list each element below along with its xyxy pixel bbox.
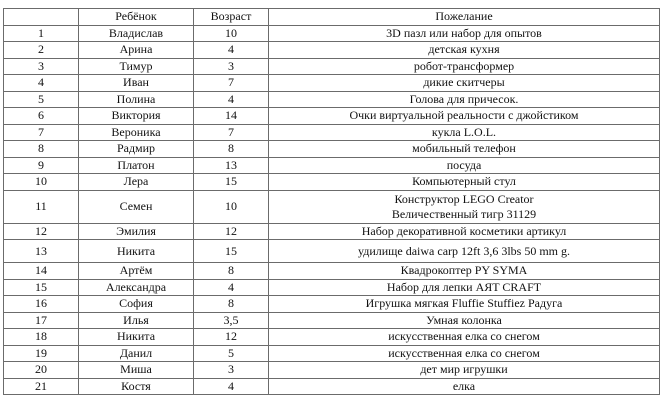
child-name: Арина [79,42,194,59]
child-wish [269,190,660,223]
table-row [4,25,660,42]
row-number: 6 [4,108,79,125]
child-age: 4 [194,279,269,296]
child-name: Лера [79,174,194,191]
child-age: 10 [194,25,269,42]
table-row [4,157,660,174]
row-number: 21 [4,378,79,395]
child-name: Илья [79,312,194,329]
child-name: Платон [79,157,194,174]
child-name: Тимур [79,58,194,75]
table-row [4,124,660,141]
child-age: 14 [194,108,269,125]
child-age: 15 [194,174,269,191]
child-age: 3 [194,58,269,75]
child-name: Никита [79,329,194,346]
child-age: 3 [194,362,269,379]
child-wish: удилище daiwa carp 12ft 3,6 3lbs 50 mm g. [269,240,660,263]
table-row [4,190,660,223]
table-row [4,378,660,395]
row-number: 18 [4,329,79,346]
child-age: 4 [194,378,269,395]
table-row [4,312,660,329]
table-row [4,345,660,362]
child-name: Миша [79,362,194,379]
row-number: 2 [4,42,79,59]
child-age: 12 [194,223,269,240]
row-number: 8 [4,141,79,158]
table-header-row [4,9,660,26]
row-number: 7 [4,124,79,141]
child-age: 4 [194,91,269,108]
child-name: Виктория [79,108,194,125]
child-wish: искусственная елка со снегом [269,345,660,362]
child-name: Семен [79,190,194,223]
child-age: 4 [194,42,269,59]
child-wish: Набор для лепки AЯT CRAFT [269,279,660,296]
child-age: 3,5 [194,312,269,329]
child-name: Данил [79,345,194,362]
child-age: 10 [194,190,269,223]
table-row [4,75,660,92]
child-wish: Компьютерный стул [269,174,660,191]
child-name: Никита [79,240,194,263]
child-wish: искусственная елка со снегом [269,329,660,346]
child-age: 5 [194,345,269,362]
child-age: 12 [194,329,269,346]
table-row [4,108,660,125]
child-wish: Умная колонка [269,312,660,329]
table-row [4,223,660,240]
header-child: Ребёнок [79,9,194,26]
child-age: 8 [194,141,269,158]
child-age: 13 [194,157,269,174]
child-name: Радмир [79,141,194,158]
child-name: Иван [79,75,194,92]
child-name: Эмилия [79,223,194,240]
table-row [4,240,660,263]
table-row [4,42,660,59]
wish-list-table [3,8,660,395]
child-wish: мобильный телефон [269,141,660,158]
child-age: 15 [194,240,269,263]
header-age: Возраст [194,9,269,26]
wish-line: Величественный тигр 31129 [391,206,537,221]
child-name: Владислав [79,25,194,42]
row-number: 9 [4,157,79,174]
child-name: Александра [79,279,194,296]
child-name: Костя [79,378,194,395]
table-row [4,362,660,379]
table-row [4,141,660,158]
child-wish: дикие скитчеры [269,75,660,92]
row-number: 10 [4,174,79,191]
child-wish: детская кухня [269,42,660,59]
wish-line: Конструктор LEGO Creator [394,191,534,206]
row-number: 17 [4,312,79,329]
row-number: 13 [4,240,79,263]
child-age: 8 [194,263,269,280]
table-row [4,58,660,75]
child-wish: Набор декоративной косметики артикул [269,223,660,240]
child-wish: посуда [269,157,660,174]
child-age: 8 [194,296,269,313]
row-number: 4 [4,75,79,92]
row-number: 11 [4,190,79,223]
child-name: Артём [79,263,194,280]
child-wish: дет мир игрушки [269,362,660,379]
table-row [4,279,660,296]
table-row [4,263,660,280]
row-number: 20 [4,362,79,379]
child-name: Вероника [79,124,194,141]
table-row [4,329,660,346]
child-wish: Квадрокоптер PY SYMA [269,263,660,280]
row-number: 3 [4,58,79,75]
child-name: София [79,296,194,313]
child-wish: 3D пазл или набор для опытов [269,25,660,42]
row-number: 16 [4,296,79,313]
header-wish: Пожелание [269,9,660,26]
child-wish: Голова для причесок. [269,91,660,108]
table-row [4,296,660,313]
row-number: 15 [4,279,79,296]
row-number: 1 [4,25,79,42]
child-wish: елка [269,378,660,395]
row-number: 19 [4,345,79,362]
row-number: 12 [4,223,79,240]
child-name: Полина [79,91,194,108]
row-number: 14 [4,263,79,280]
row-number: 5 [4,91,79,108]
header-number [4,9,79,26]
table-row [4,174,660,191]
child-age: 7 [194,124,269,141]
child-wish: Очки виртуальной реальности с джойстиком [269,108,660,125]
child-wish: Игрушка мягкая Fluffie Stuffiez Радуга [269,296,660,313]
child-wish: кукла L.O.L. [269,124,660,141]
child-age: 7 [194,75,269,92]
table-row [4,91,660,108]
child-wish: робот-трансформер [269,58,660,75]
